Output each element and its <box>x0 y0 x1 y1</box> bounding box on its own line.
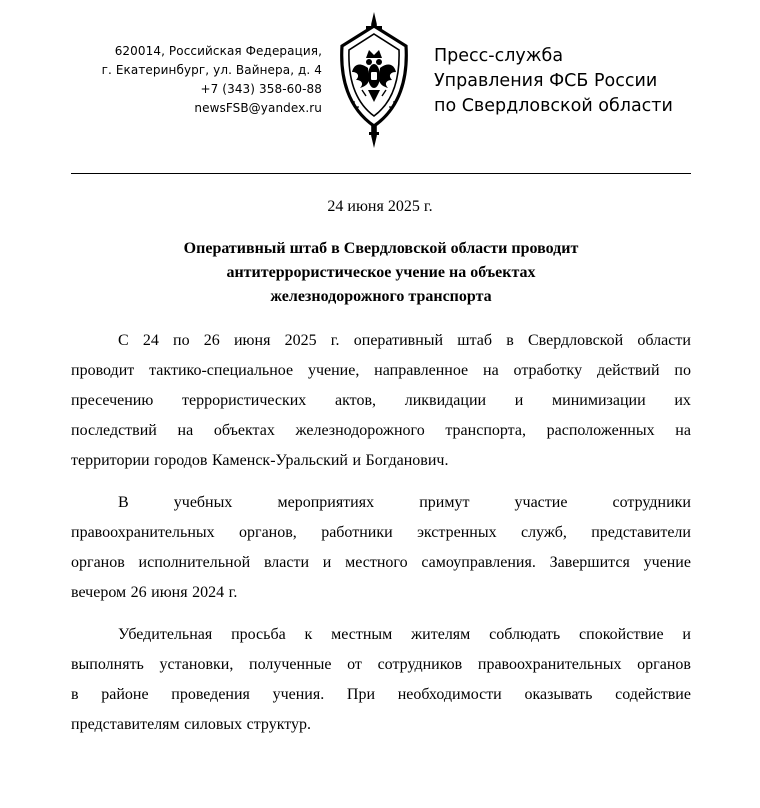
word: последствий <box>71 422 157 439</box>
word: соблюдать <box>489 626 561 643</box>
header-divider <box>71 173 691 174</box>
address-block <box>102 42 322 118</box>
word: 2025 <box>284 332 317 349</box>
word: транспорта, <box>445 422 526 439</box>
word: их <box>674 392 691 409</box>
word: представителям <box>71 716 180 733</box>
word: в <box>71 686 79 703</box>
word: по <box>173 332 190 349</box>
body-paragraph <box>71 488 691 608</box>
word: учение, <box>307 362 360 379</box>
body-line <box>71 326 691 356</box>
word: оказывать <box>524 686 593 703</box>
word: местного <box>345 554 408 571</box>
word: на <box>483 362 499 379</box>
word: жителям <box>411 626 471 643</box>
word: июня <box>233 332 271 349</box>
word: проводит <box>71 362 135 379</box>
word: г. <box>228 584 238 601</box>
word: учебных <box>173 494 233 511</box>
title-line: Оперативный штаб в Свердловской области проводит <box>183 240 579 257</box>
word: в <box>506 332 514 349</box>
word: пресечению <box>71 392 154 409</box>
address-line: 620014, Российская Федерация, <box>114 44 322 58</box>
word: силовых <box>184 716 243 733</box>
word: территории <box>71 452 150 469</box>
word: актов, <box>335 392 376 409</box>
title-line: антитеррористическое учение на объектах <box>226 264 536 281</box>
document-title <box>71 237 691 309</box>
body-line <box>71 488 691 518</box>
service-line: Пресс-служба <box>434 46 564 66</box>
body-line <box>71 578 691 608</box>
document-date: 24 июня 2025 г. <box>327 198 433 215</box>
word: городов <box>154 452 208 469</box>
word: Каменск-Уральский <box>211 452 348 469</box>
word: органов <box>71 554 125 571</box>
letterhead <box>0 0 760 175</box>
word: террористических <box>182 392 307 409</box>
word: В <box>118 494 129 511</box>
word: расположенных <box>546 422 655 439</box>
email-line: newsFSB@yandex.ru <box>194 101 322 115</box>
word: железнодорожного <box>295 422 425 439</box>
body-line <box>71 356 691 386</box>
body-line <box>71 548 691 578</box>
body-line <box>71 446 691 476</box>
word: и <box>514 392 524 409</box>
word: служб, <box>520 524 567 541</box>
body-line <box>71 710 691 740</box>
phone-line: +7 (343) 358-60-88 <box>200 82 322 96</box>
word: 26 <box>130 584 147 601</box>
document-body <box>71 326 691 752</box>
word: необходимости <box>397 686 502 703</box>
word: на <box>675 422 691 439</box>
word: Завершится <box>549 554 630 571</box>
press-service-name <box>434 44 673 119</box>
word: правоохранительных <box>71 524 215 541</box>
word: 24 <box>142 332 159 349</box>
word: 26 <box>203 332 220 349</box>
word: исполнительной <box>138 554 251 571</box>
word: просьба <box>231 626 286 643</box>
word: действий <box>596 362 660 379</box>
body-line <box>71 416 691 446</box>
word: проведения <box>171 686 250 703</box>
word: от <box>347 656 362 673</box>
word: тактико-специальное <box>149 362 294 379</box>
fsb-shield-sword-emblem-icon <box>336 12 412 148</box>
word: на <box>177 422 194 439</box>
word: выполнять <box>71 656 144 673</box>
word: работники <box>321 524 393 541</box>
word: мероприятиях <box>277 494 375 511</box>
word: июня <box>151 584 188 601</box>
word: содействие <box>615 686 691 703</box>
word: самоуправления. <box>421 554 536 571</box>
word: г. <box>330 332 340 349</box>
word: власти <box>263 554 310 571</box>
word: Богданович. <box>365 452 449 469</box>
word: представители <box>591 524 691 541</box>
word: органов <box>637 656 691 673</box>
body-line <box>71 650 691 680</box>
word: участие <box>514 494 568 511</box>
body-line <box>71 620 691 650</box>
word: Свердловской <box>527 332 624 349</box>
word: к <box>304 626 313 643</box>
word: и <box>682 626 691 643</box>
word: установки, <box>159 656 234 673</box>
word: ликвидации <box>404 392 487 409</box>
service-line: Управления ФСБ России <box>434 71 658 91</box>
word: и <box>322 554 332 571</box>
word: учение <box>643 554 691 571</box>
word: области <box>637 332 691 349</box>
word: структур. <box>246 716 312 733</box>
body-paragraph <box>71 620 691 740</box>
word: экстренных <box>417 524 497 541</box>
word: примут <box>419 494 470 511</box>
word: отработку <box>513 362 583 379</box>
word: направленное <box>374 362 469 379</box>
word: С <box>118 332 129 349</box>
body-line <box>71 518 691 548</box>
word: сотрудников <box>377 656 463 673</box>
word: по <box>674 362 691 379</box>
body-paragraph <box>71 326 691 476</box>
body-line <box>71 680 691 710</box>
word: полученные <box>249 656 332 673</box>
word: районе <box>101 686 149 703</box>
word: учения. <box>272 686 325 703</box>
word: спокойствие <box>579 626 664 643</box>
word: Убедительная <box>118 626 213 643</box>
word: оперативный <box>353 332 444 349</box>
word: органов, <box>239 524 297 541</box>
service-line: по Свердловской области <box>434 96 673 116</box>
body-line <box>71 386 691 416</box>
word: правоохранительных <box>477 656 622 673</box>
word: При <box>346 686 376 703</box>
word: вечером <box>71 584 127 601</box>
title-line: железнодорожного транспорта <box>270 288 492 305</box>
word: сотрудники <box>612 494 691 511</box>
word: минимизации <box>552 392 646 409</box>
word: объектах <box>213 422 275 439</box>
word: 2024 <box>192 584 225 601</box>
word: и <box>352 452 362 469</box>
word: местным <box>331 626 393 643</box>
word: штаб <box>457 332 493 349</box>
address-line: г. Екатеринбург, ул. Вайнера, д. 4 <box>101 63 322 77</box>
